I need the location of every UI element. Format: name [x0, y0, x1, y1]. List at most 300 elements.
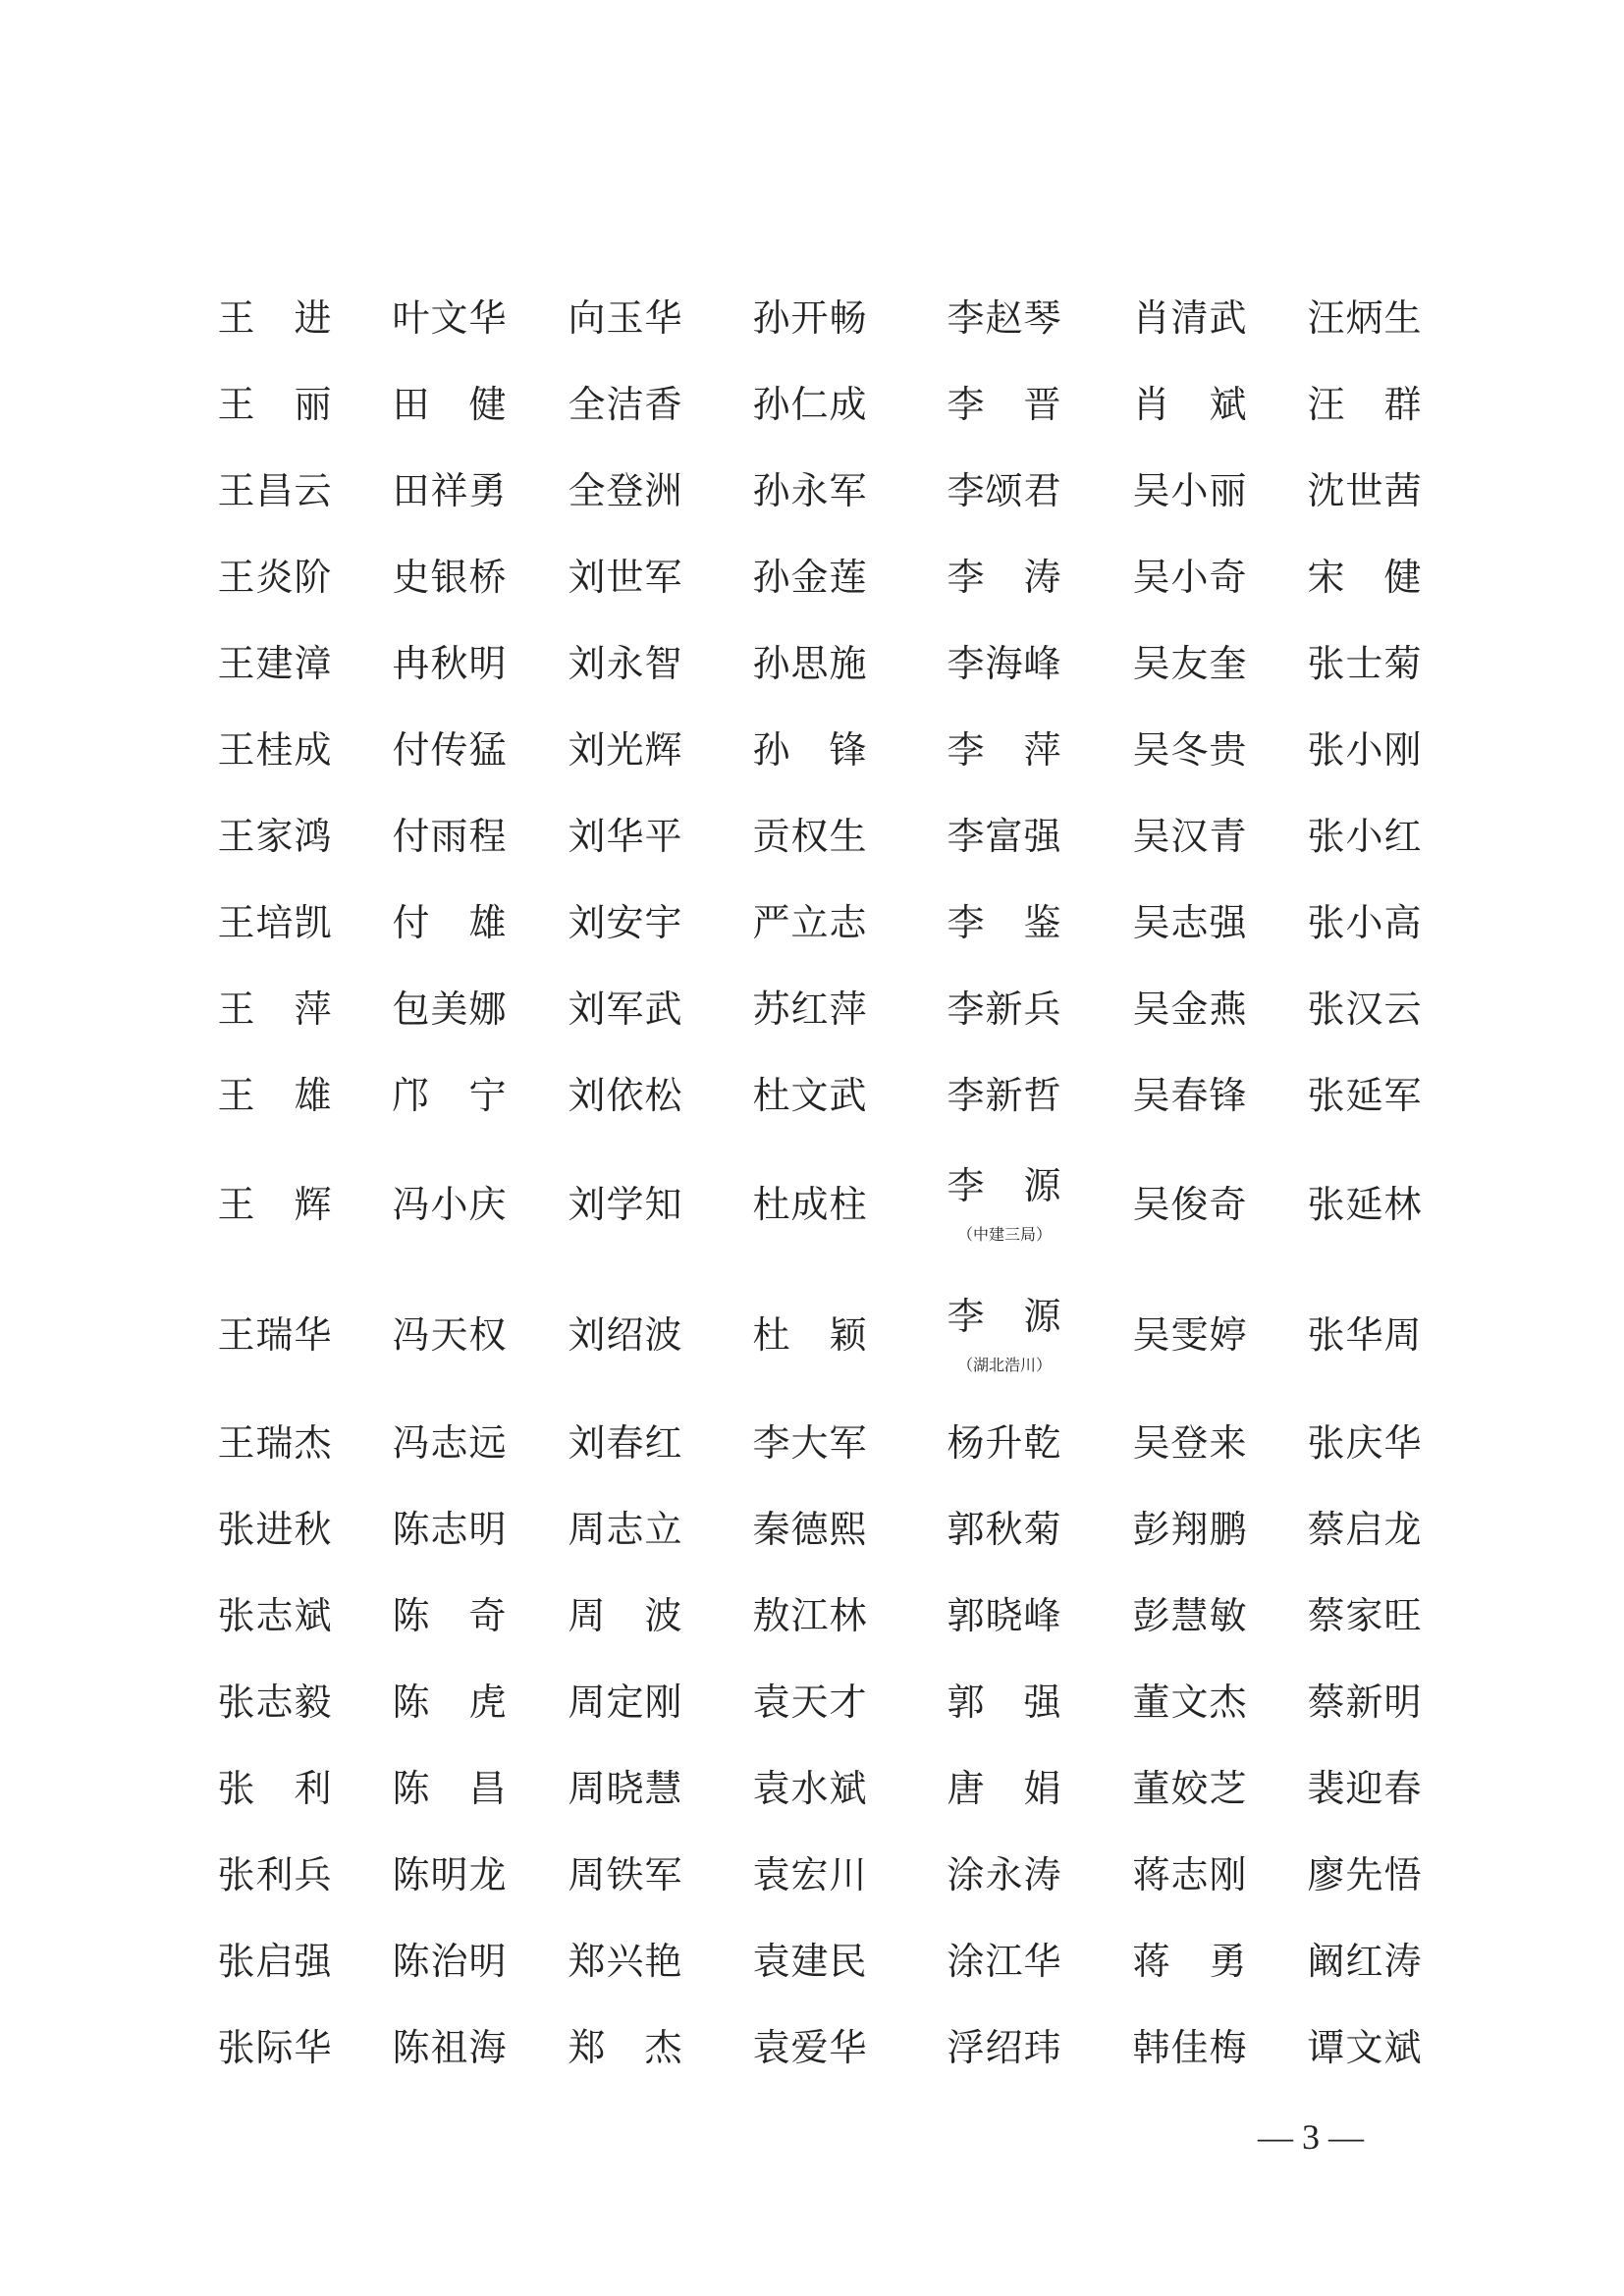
name-row: [201, 448, 1438, 534]
name-row: [201, 1052, 1438, 1139]
name-row: [201, 1400, 1438, 1486]
name-cell: [931, 880, 1078, 966]
person-name: 刘华平: [568, 815, 683, 858]
person-name: 蔡新明: [1307, 1681, 1423, 1724]
name-cell: [1291, 275, 1438, 361]
person-name: 王培凯: [217, 901, 333, 944]
person-name: 谭文斌: [1307, 2026, 1423, 2069]
name-cell: [376, 707, 523, 793]
name-cell: [736, 966, 884, 1052]
name-cell: [931, 1400, 1078, 1486]
person-name: 张志斌: [217, 1594, 333, 1637]
name-cell: [201, 1918, 349, 2004]
name-cell: [552, 1918, 699, 2004]
person-name: 阚红涛: [1307, 1940, 1423, 1983]
name-cell: [736, 793, 884, 880]
name-cell: [1116, 534, 1264, 620]
name-row: [201, 534, 1438, 620]
person-name: 王家鸿: [217, 815, 333, 858]
person-name: 张延林: [1307, 1182, 1423, 1226]
person-name: 吴小丽: [1132, 469, 1248, 512]
name-cell: [1291, 1832, 1438, 1918]
name-cell: [552, 448, 699, 534]
name-cell: [552, 1486, 699, 1573]
person-name: 蒋 勇: [1132, 1940, 1248, 1983]
name-cell: [376, 880, 523, 966]
person-name: 袁建民: [752, 1940, 868, 1983]
person-name: 李新哲: [947, 1074, 1062, 1117]
name-cell: [552, 2004, 699, 2091]
name-cell: [552, 361, 699, 448]
name-cell: [552, 1659, 699, 1745]
name-cell: [1116, 880, 1264, 966]
person-name: 汪炳生: [1307, 296, 1423, 340]
name-cell: [736, 448, 884, 534]
person-name: 孙仁成: [752, 383, 868, 426]
person-name: 张 利: [217, 1767, 333, 1810]
person-name: 韩佳梅: [1132, 2026, 1248, 2069]
person-name: 王桂成: [217, 728, 333, 772]
person-name: 敖江林: [752, 1594, 868, 1637]
person-name: 涂江华: [947, 1940, 1062, 1983]
name-cell: [1116, 793, 1264, 880]
person-name: 孙思施: [752, 642, 868, 685]
person-name: 刘依松: [568, 1074, 683, 1117]
name-cell: [736, 1269, 884, 1400]
name-cell: [931, 620, 1078, 707]
person-name: 陈 虎: [392, 1681, 508, 1724]
person-name: 杜成柱: [752, 1182, 868, 1226]
name-cell: [1291, 1269, 1438, 1400]
name-cell: [931, 793, 1078, 880]
name-cell: [376, 620, 523, 707]
name-cell: [201, 2004, 349, 2091]
person-name: 杨升乾: [947, 1421, 1062, 1465]
name-cell: [931, 1659, 1078, 1745]
person-name: 王 辉: [217, 1182, 333, 1226]
name-row: [201, 1659, 1438, 1745]
person-name: 周铁军: [568, 1853, 683, 1896]
name-cell: [736, 1573, 884, 1659]
name-cell: [552, 1832, 699, 1918]
name-cell: [1116, 2004, 1264, 2091]
person-name: 涂永涛: [947, 1853, 1062, 1896]
person-name: 付传猛: [392, 728, 508, 772]
name-cell: [736, 275, 884, 361]
person-name: 王炎阶: [217, 556, 333, 599]
person-name: 秦德熙: [752, 1508, 868, 1551]
person-name: 向玉华: [568, 296, 683, 340]
name-cell: [552, 880, 699, 966]
person-name: 陈 昌: [392, 1767, 508, 1810]
name-cell: [1291, 361, 1438, 448]
person-name: 袁爱华: [752, 2026, 868, 2069]
name-cell: [931, 707, 1078, 793]
person-name: 刘春红: [568, 1421, 683, 1465]
name-cell: [1291, 1918, 1438, 2004]
name-cell: [736, 1745, 884, 1832]
name-cell: [736, 361, 884, 448]
person-name: 李 涛: [947, 556, 1062, 599]
person-name: 裴迎春: [1307, 1767, 1423, 1810]
name-cell: [1291, 534, 1438, 620]
person-name: 付 雄: [392, 901, 508, 944]
name-cell: [552, 1573, 699, 1659]
name-cell: [1116, 620, 1264, 707]
person-name: 孙永军: [752, 469, 868, 512]
name-cell: [201, 966, 349, 1052]
name-cell: [552, 534, 699, 620]
name-cell: [376, 1832, 523, 1918]
person-name: 杜 颖: [752, 1312, 868, 1357]
name-cell: [552, 1269, 699, 1400]
person-name: 刘绍波: [568, 1312, 683, 1357]
person-name: 叶文华: [392, 296, 508, 340]
name-cell: [736, 1400, 884, 1486]
name-cell: [376, 1573, 523, 1659]
person-name: 吴俊奇: [1132, 1182, 1248, 1226]
name-cell: [931, 1918, 1078, 2004]
name-cell: [201, 1400, 349, 1486]
name-cell: [931, 1139, 1078, 1269]
person-name: 吴志强: [1132, 901, 1248, 944]
name-cell: [201, 620, 349, 707]
person-name: 吴春锋: [1132, 1074, 1248, 1117]
person-name: 刘军武: [568, 988, 683, 1031]
name-cell: [552, 620, 699, 707]
name-cell: [552, 793, 699, 880]
name-cell: [736, 534, 884, 620]
person-name: 冉秋明: [392, 642, 508, 685]
name-cell: [376, 534, 523, 620]
person-name: 王 雄: [217, 1074, 333, 1117]
person-name: 彭翔鹏: [1132, 1508, 1248, 1551]
name-cell: [931, 534, 1078, 620]
person-name: 袁水斌: [752, 1767, 868, 1810]
name-cell: [1291, 2004, 1438, 2091]
person-name: 陈祖海: [392, 2026, 508, 2069]
name-row: [201, 1832, 1438, 1918]
name-row: [201, 2004, 1438, 2091]
person-name: 吴小奇: [1132, 556, 1248, 599]
person-name: 张进秋: [217, 1508, 333, 1551]
name-note: （湖北浩川）: [956, 1355, 1052, 1374]
person-name: 周 波: [568, 1594, 683, 1637]
person-name: 张延军: [1307, 1074, 1423, 1117]
person-name: 蔡启龙: [1307, 1508, 1423, 1551]
name-note: （中建三局）: [956, 1224, 1052, 1244]
person-name: 宋 健: [1307, 556, 1423, 599]
name-cell: [1291, 1486, 1438, 1573]
person-name: 肖清武: [1132, 296, 1248, 340]
name-cell: [931, 966, 1078, 1052]
name-cell: [201, 1139, 349, 1269]
person-name: 董姣芝: [1132, 1767, 1248, 1810]
name-cell: [201, 1486, 349, 1573]
name-cell: [552, 707, 699, 793]
person-name: 陈治明: [392, 1940, 508, 1983]
name-cell: [736, 1052, 884, 1139]
name-cell: [201, 361, 349, 448]
name-cell: [931, 448, 1078, 534]
person-name: 李大军: [752, 1421, 868, 1465]
person-name: 冯天权: [392, 1312, 508, 1357]
name-cell: [1291, 1400, 1438, 1486]
name-cell: [1116, 1659, 1264, 1745]
person-name: 周定刚: [568, 1681, 683, 1724]
name-cell: [552, 1400, 699, 1486]
name-cell: [736, 1832, 884, 1918]
name-cell: [931, 2004, 1078, 2091]
name-cell: [1291, 448, 1438, 534]
person-name: 陈 奇: [392, 1594, 508, 1637]
name-cell: [376, 1745, 523, 1832]
person-name: 郑 杰: [568, 2026, 683, 2069]
person-name: 田祥勇: [392, 469, 508, 512]
person-name: 王昌云: [217, 469, 333, 512]
name-row: [201, 1486, 1438, 1573]
person-name: 李颂君: [947, 469, 1062, 512]
person-name: 陈志明: [392, 1508, 508, 1551]
name-cell: [1116, 966, 1264, 1052]
person-name: 全洁香: [568, 383, 683, 426]
name-cell: [201, 448, 349, 534]
person-name: 沈世茜: [1307, 469, 1423, 512]
name-list: [201, 275, 1438, 2091]
person-name: 李富强: [947, 815, 1062, 858]
person-name: 吴友奎: [1132, 642, 1248, 685]
person-name: 张利兵: [217, 1853, 333, 1896]
name-cell: [376, 1269, 523, 1400]
name-cell: [1291, 1139, 1438, 1269]
name-cell: [736, 1139, 884, 1269]
name-cell: [736, 2004, 884, 2091]
person-name: 吴雯婷: [1132, 1312, 1248, 1357]
name-cell: [1116, 275, 1264, 361]
name-cell: [552, 966, 699, 1052]
name-cell: [1116, 707, 1264, 793]
person-name: 蔡家旺: [1307, 1594, 1423, 1637]
person-name: 王 进: [217, 296, 333, 340]
person-name: 孙金莲: [752, 556, 868, 599]
person-name: 冯志远: [392, 1421, 508, 1465]
name-cell: [1291, 620, 1438, 707]
person-name: 刘安宇: [568, 901, 683, 944]
name-cell: [376, 275, 523, 361]
person-name: 张小高: [1307, 901, 1423, 944]
name-cell: [376, 966, 523, 1052]
name-cell: [376, 1052, 523, 1139]
name-row: [201, 1745, 1438, 1832]
name-row: [201, 620, 1438, 707]
person-name: 孙开畅: [752, 296, 868, 340]
name-cell: [376, 448, 523, 534]
person-name: 郭晓峰: [947, 1594, 1062, 1637]
person-name: 贡权生: [752, 815, 868, 858]
person-name: 郭秋菊: [947, 1508, 1062, 1551]
name-cell: [931, 1573, 1078, 1659]
person-name: 冯小庆: [392, 1182, 508, 1226]
person-name: 蒋志刚: [1132, 1853, 1248, 1896]
person-name: 李 晋: [947, 383, 1062, 426]
name-cell: [376, 2004, 523, 2091]
name-cell: [1116, 1745, 1264, 1832]
name-cell: [552, 1745, 699, 1832]
person-name: 孙 锋: [752, 728, 868, 772]
person-name: 吴汉青: [1132, 815, 1248, 858]
name-cell: [201, 1052, 349, 1139]
name-cell: [376, 1400, 523, 1486]
name-row: [201, 966, 1438, 1052]
person-name: 张小刚: [1307, 728, 1423, 772]
name-cell: [201, 1269, 349, 1400]
person-name: 杜文武: [752, 1074, 868, 1117]
name-cell: [931, 1052, 1078, 1139]
name-cell: [1116, 1052, 1264, 1139]
person-name: 张汉云: [1307, 988, 1423, 1031]
name-cell: [736, 1918, 884, 2004]
name-row: [201, 1573, 1438, 1659]
name-row: [201, 793, 1438, 880]
name-cell: [736, 707, 884, 793]
person-name: 廖先悟: [1307, 1853, 1423, 1896]
person-name: 苏红萍: [752, 988, 868, 1031]
name-cell: [1291, 966, 1438, 1052]
person-name: 张庆华: [1307, 1421, 1423, 1465]
person-name: 李 萍: [947, 728, 1062, 772]
person-name: 李新兵: [947, 988, 1062, 1031]
person-name: 张志毅: [217, 1681, 333, 1724]
name-row: [201, 707, 1438, 793]
person-name: 王瑞华: [217, 1312, 333, 1357]
person-name: 李赵琴: [947, 296, 1062, 340]
name-cell: [201, 275, 349, 361]
person-name: 严立志: [752, 901, 868, 944]
name-row: [201, 275, 1438, 361]
name-cell: [552, 275, 699, 361]
person-name: 王 丽: [217, 383, 333, 426]
page-number: — 3 —: [1258, 2117, 1364, 2157]
name-cell: [931, 1486, 1078, 1573]
person-name: 李 鉴: [947, 901, 1062, 944]
name-cell: [201, 1659, 349, 1745]
name-cell: [1291, 1745, 1438, 1832]
person-name: 浮绍玮: [947, 2026, 1062, 2069]
person-name: 刘学知: [568, 1182, 683, 1226]
person-name: 王建漳: [217, 642, 333, 685]
person-name: 王瑞杰: [217, 1421, 333, 1465]
name-cell: [931, 275, 1078, 361]
name-cell: [1116, 1486, 1264, 1573]
name-cell: [736, 1659, 884, 1745]
name-row: [201, 880, 1438, 966]
person-name: 袁宏川: [752, 1853, 868, 1896]
name-cell: [376, 793, 523, 880]
name-row: [201, 1269, 1438, 1400]
name-cell: [201, 1832, 349, 1918]
person-name: 董文杰: [1132, 1681, 1248, 1724]
person-name: 吴登来: [1132, 1421, 1248, 1465]
name-cell: [201, 1573, 349, 1659]
name-cell: [376, 1486, 523, 1573]
name-cell: [201, 880, 349, 966]
name-cell: [931, 1832, 1078, 1918]
name-cell: [736, 880, 884, 966]
name-cell: [552, 1052, 699, 1139]
person-name: 陈明龙: [392, 1853, 508, 1896]
person-name: 袁天才: [752, 1681, 868, 1724]
person-name: 付雨程: [392, 815, 508, 858]
person-name: 郑兴艳: [568, 1940, 683, 1983]
name-cell: [1116, 1269, 1264, 1400]
name-cell: [201, 793, 349, 880]
person-name: 史银桥: [392, 556, 508, 599]
name-row: [201, 1139, 1438, 1269]
name-cell: [1291, 1659, 1438, 1745]
person-name: 张小红: [1307, 815, 1423, 858]
person-name: 李海峰: [947, 642, 1062, 685]
name-cell: [201, 1745, 349, 1832]
person-name: 刘世军: [568, 556, 683, 599]
person-name: 邝 宁: [392, 1074, 508, 1117]
name-cell: [1116, 1918, 1264, 2004]
person-name: 张际华: [217, 2026, 333, 2069]
name-cell: [736, 620, 884, 707]
person-name: 张启强: [217, 1940, 333, 1983]
name-cell: [1116, 1832, 1264, 1918]
name-cell: [1291, 880, 1438, 966]
name-cell: [552, 1139, 699, 1269]
person-name: 李 源: [947, 1163, 1062, 1207]
name-cell: [1116, 1400, 1264, 1486]
name-row: [201, 361, 1438, 448]
name-cell: [1291, 707, 1438, 793]
name-cell: [736, 1486, 884, 1573]
person-name: 吴金燕: [1132, 988, 1248, 1031]
person-name: 田 健: [392, 383, 508, 426]
name-row: [201, 1918, 1438, 2004]
person-name: 张士菊: [1307, 642, 1423, 685]
person-name: 张华周: [1307, 1312, 1423, 1357]
name-cell: [376, 361, 523, 448]
person-name: 唐 娟: [947, 1767, 1062, 1810]
person-name: 刘永智: [568, 642, 683, 685]
person-name: 全登洲: [568, 469, 683, 512]
person-name: 郭 强: [947, 1681, 1062, 1724]
name-cell: [1291, 1573, 1438, 1659]
name-cell: [376, 1659, 523, 1745]
person-name: 周志立: [568, 1508, 683, 1551]
person-name: 周晓慧: [568, 1767, 683, 1810]
person-name: 吴冬贵: [1132, 728, 1248, 772]
name-cell: [1116, 448, 1264, 534]
name-cell: [1116, 361, 1264, 448]
person-name: 彭慧敏: [1132, 1594, 1248, 1637]
name-cell: [931, 1745, 1078, 1832]
name-cell: [201, 534, 349, 620]
name-cell: [201, 707, 349, 793]
name-cell: [1291, 1052, 1438, 1139]
name-cell: [1116, 1573, 1264, 1659]
person-name: 刘光辉: [568, 728, 683, 772]
name-cell: [376, 1139, 523, 1269]
person-name: 包美娜: [392, 988, 508, 1031]
name-cell: [376, 1918, 523, 2004]
name-cell: [931, 361, 1078, 448]
person-name: 李 源: [947, 1294, 1062, 1338]
name-cell: [1291, 793, 1438, 880]
person-name: 王 萍: [217, 988, 333, 1031]
